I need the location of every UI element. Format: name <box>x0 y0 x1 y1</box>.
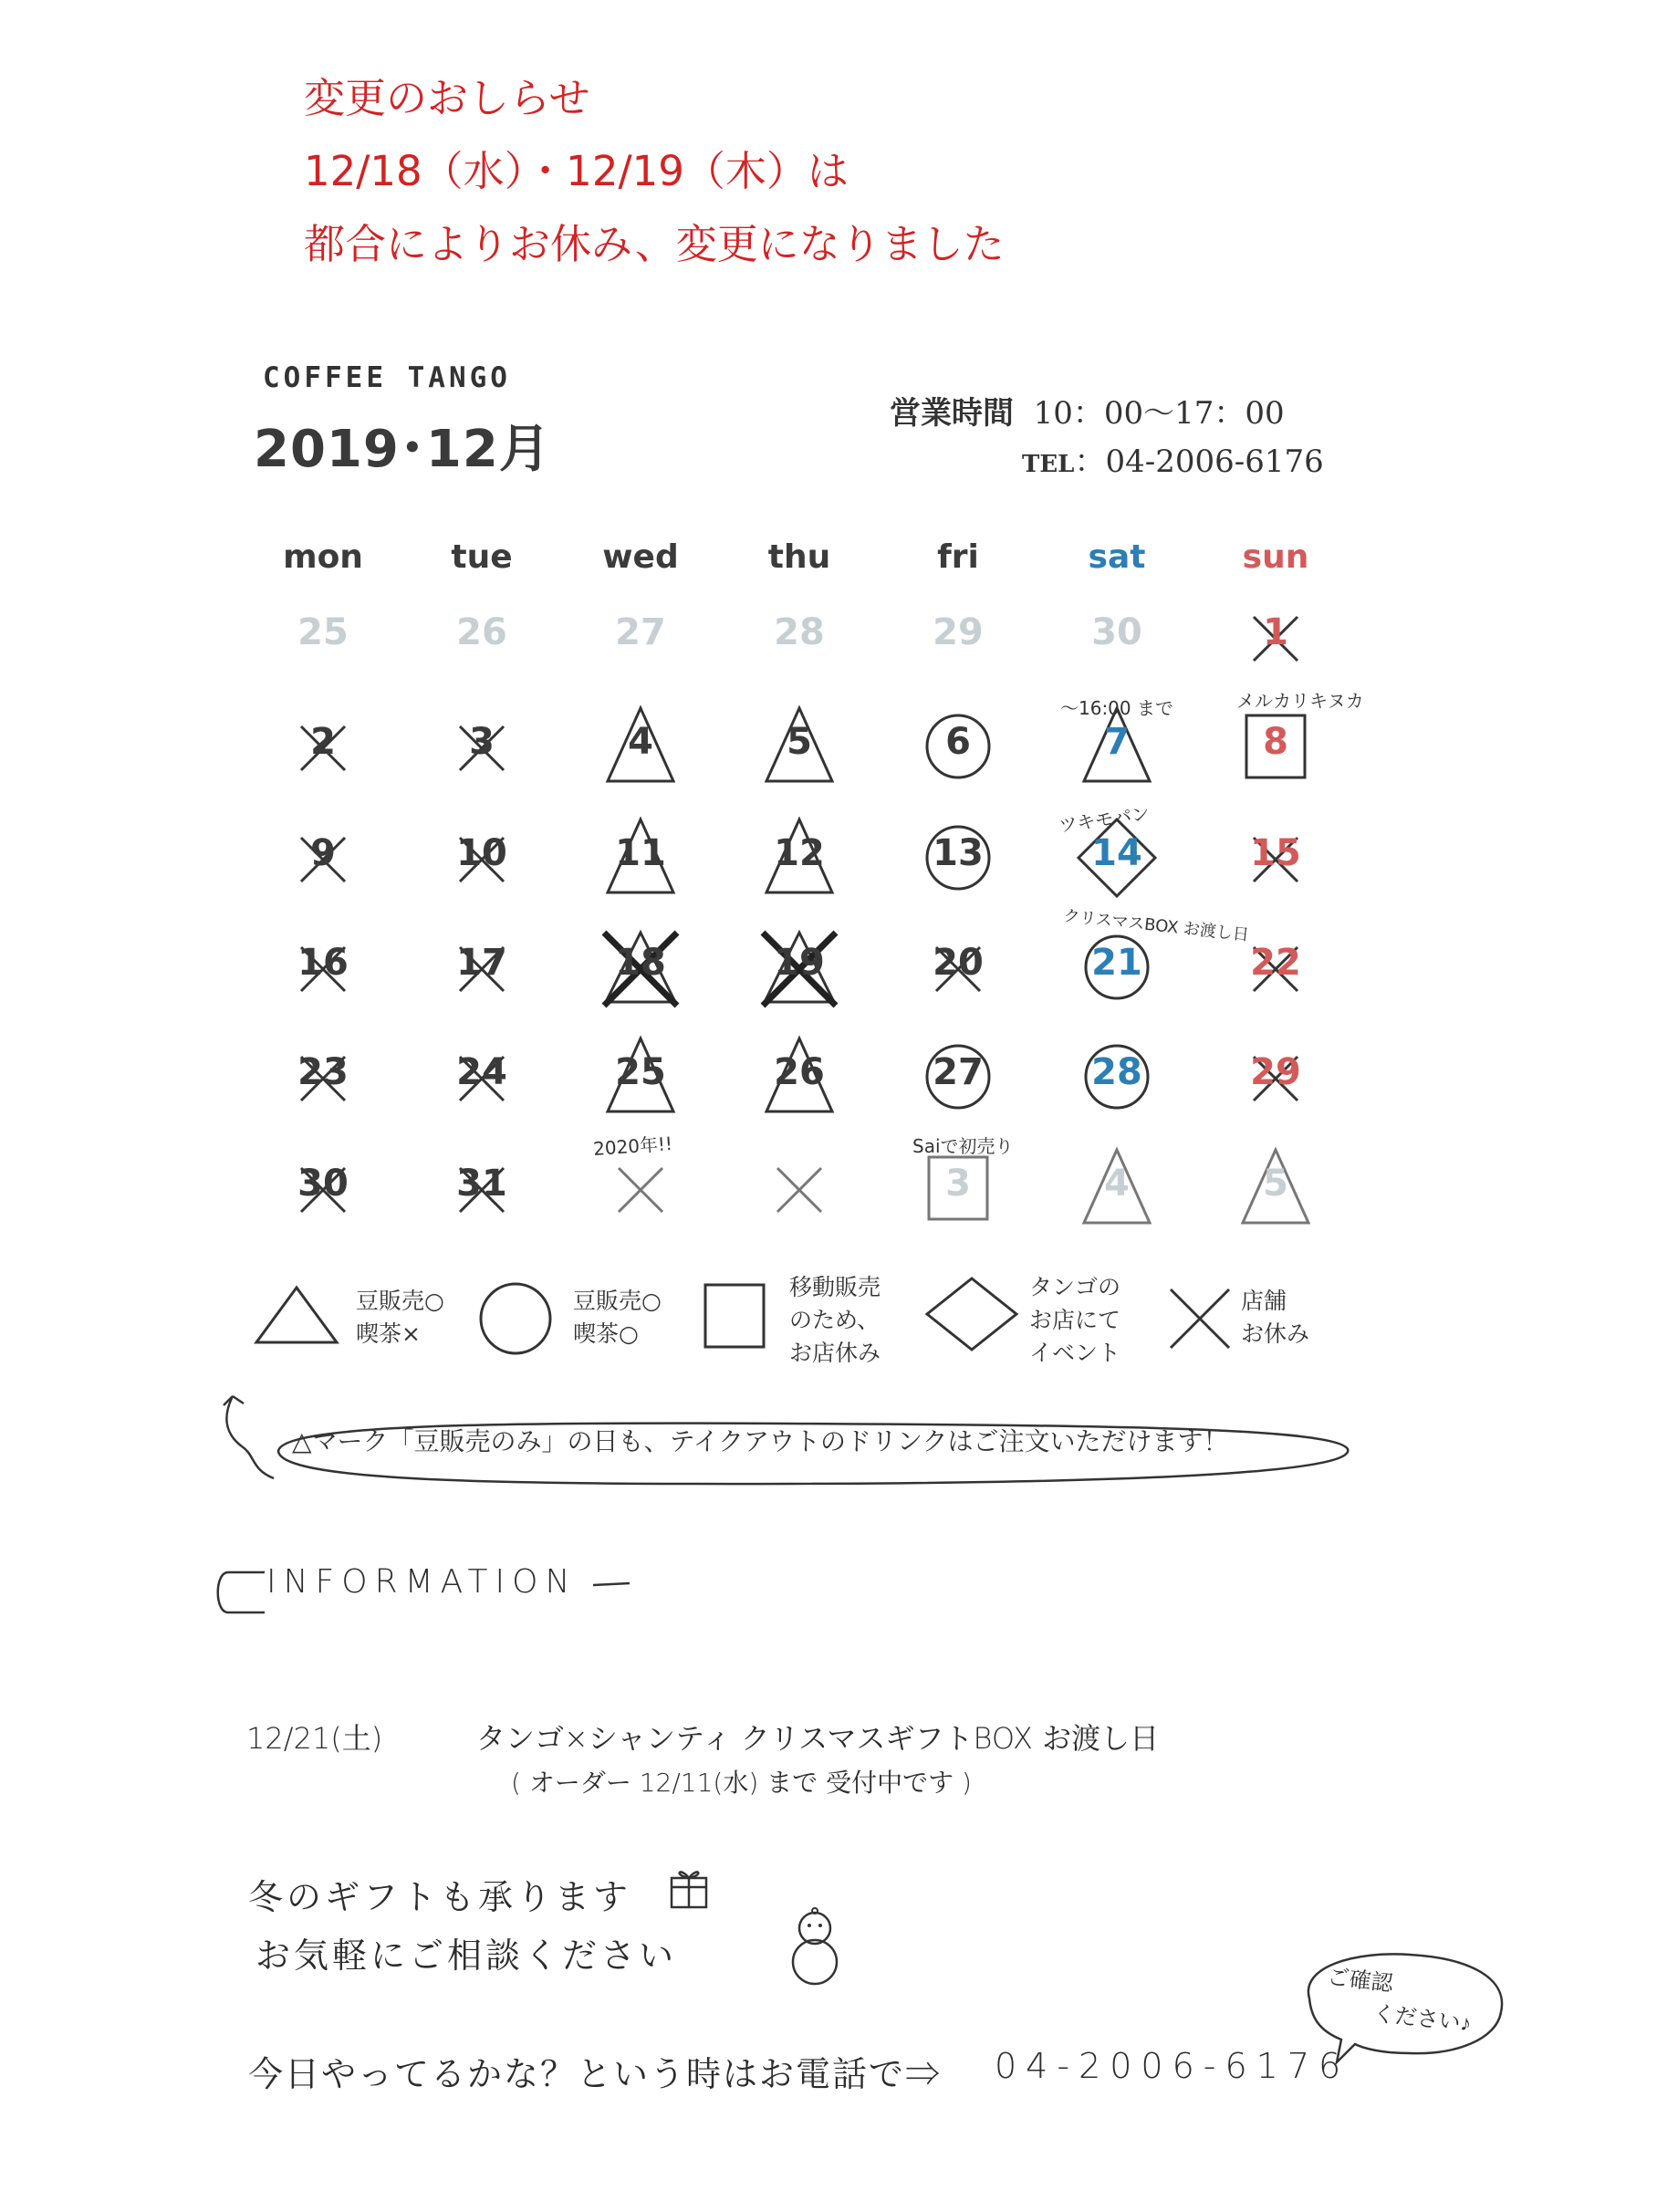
day-number: 27 <box>933 1051 984 1093</box>
day-number: 22 <box>1250 942 1301 984</box>
day-number: 14 <box>1091 832 1142 874</box>
notice-title: 変更のおしらせ <box>304 74 590 122</box>
legend-diamond-line2: お店にて <box>1029 1307 1121 1333</box>
day-number: 2 <box>310 721 336 763</box>
weekday-tue: tue <box>451 538 513 576</box>
day-number: 15 <box>1250 832 1301 874</box>
information-title: INFORMATION <box>266 1563 578 1601</box>
annotation-sun-8: メルカリキヌカ <box>1236 690 1364 712</box>
cross-mark-icon <box>726 1143 872 1234</box>
day-cell <box>726 922 872 1013</box>
day-cell <box>726 591 872 683</box>
bubble-line1: ご確認 <box>1326 1964 1395 1997</box>
day-number: 30 <box>1091 611 1142 653</box>
day-number: 17 <box>456 942 507 984</box>
day-cell <box>885 591 1031 683</box>
day-cell <box>885 701 1031 792</box>
weekday-wed: wed <box>602 538 679 576</box>
info-phone-line: 今日やってるかな？という時はお電話で⇒ <box>248 2054 943 2094</box>
day-number: 29 <box>933 611 984 653</box>
day-number: 3 <box>469 721 495 763</box>
hours-label: 営業時間 <box>890 395 1014 432</box>
day-cell <box>726 1031 872 1122</box>
day-cell <box>1203 812 1349 903</box>
info-consult: お気軽にご相談ください <box>255 1936 678 1976</box>
day-cell <box>1044 1031 1190 1122</box>
day-number: 4 <box>628 721 653 763</box>
info-order: ( オーダー 12/11(水) まで 受付中です ) <box>511 1768 972 1798</box>
day-number: 27 <box>615 611 666 653</box>
gift-icon <box>666 1862 712 1912</box>
day-number: 24 <box>456 1051 507 1093</box>
day-cell <box>568 812 714 903</box>
callout-text: △マーク「豆販売のみ」の日も、テイクアウトのドリンクはご注文いただけます！ <box>292 1426 1229 1456</box>
day-cell <box>885 1031 1031 1122</box>
day-number: 12 <box>774 832 825 874</box>
day-number: 4 <box>1104 1163 1130 1205</box>
day-number: 19 <box>774 942 825 984</box>
weekday-sun: sun <box>1242 538 1309 576</box>
weekday-thu: thu <box>767 538 831 576</box>
day-number: 28 <box>1091 1051 1142 1093</box>
notice-dates: 12/18（水）・12/19（木）は <box>304 147 849 195</box>
bubble-line2: ください♪ <box>1371 2000 1473 2037</box>
day-cell <box>409 922 555 1013</box>
tel-label: TEL <box>1022 451 1075 478</box>
annotation-sat-7: 〜16:00 まで <box>1060 697 1173 719</box>
day-number: 26 <box>456 611 507 653</box>
hours-value: 10：00〜17：00 <box>1033 395 1285 432</box>
weekday-mon: mon <box>283 538 363 576</box>
day-cell <box>409 812 555 903</box>
day-cell <box>250 701 396 792</box>
day-cell <box>1203 1143 1349 1234</box>
day-number: 5 <box>1263 1163 1288 1205</box>
legend-circle-line2: 喫茶○ <box>573 1320 639 1347</box>
day-cell <box>568 1031 714 1122</box>
day-number: 25 <box>297 611 349 653</box>
legend-cross-line2: お休み <box>1241 1320 1310 1347</box>
calendar-month-title: 2019･12月 <box>254 420 551 479</box>
day-cell <box>568 701 714 792</box>
info-date: 12/21(土) <box>246 1721 383 1756</box>
change-notice <box>304 62 1005 281</box>
annotation-new-year: 2020年!! <box>592 1132 673 1160</box>
day-cell <box>1203 591 1349 683</box>
business-hours <box>890 388 1285 433</box>
day-cell <box>409 701 555 792</box>
day-cell <box>726 812 872 903</box>
day-cell <box>1203 701 1349 792</box>
legend-cross-line1: 店舗 <box>1241 1288 1287 1314</box>
day-number: 31 <box>456 1163 507 1205</box>
legend-diamond-line1: タンゴの <box>1029 1274 1121 1300</box>
curved-arrow-icon <box>224 1396 244 1446</box>
day-number: 1 <box>1263 611 1288 653</box>
day-cell <box>409 591 555 683</box>
day-cell <box>1044 591 1190 683</box>
info-phone: 04-2006-6176 <box>995 2046 1350 2086</box>
day-number: 6 <box>945 721 971 763</box>
day-number: 23 <box>297 1051 349 1093</box>
weekday-fri: fri <box>937 538 979 576</box>
day-cell <box>250 1031 396 1122</box>
shop-name: COFFEE TANGO <box>263 361 511 394</box>
day-number: 29 <box>1250 1051 1301 1093</box>
legend-square-line1: 移動販売 <box>789 1274 881 1300</box>
legend-circle-line1: 豆販売○ <box>573 1288 662 1314</box>
telephone <box>1022 436 1324 481</box>
day-number: 11 <box>615 832 666 874</box>
day-number: 18 <box>615 942 666 984</box>
day-number: 20 <box>933 942 984 984</box>
day-number: 26 <box>774 1051 825 1093</box>
snowman-icon <box>783 1903 847 1989</box>
legend-square-line2: のため、 <box>789 1307 881 1333</box>
day-number: 7 <box>1104 721 1130 763</box>
day-number: 21 <box>1091 942 1142 984</box>
day-cell <box>726 701 872 792</box>
day-number: 8 <box>1263 721 1288 763</box>
day-cell <box>1044 1143 1190 1234</box>
day-cell <box>1203 1031 1349 1122</box>
weekday-sat: sat <box>1088 538 1146 576</box>
legend-square-line3: お店休み <box>789 1340 881 1366</box>
day-number: 28 <box>774 611 825 653</box>
day-number: 25 <box>615 1051 666 1093</box>
legend-diamond-line3: イベント <box>1029 1340 1121 1366</box>
day-number: 30 <box>297 1163 349 1205</box>
callout-bubble <box>205 1341 1373 1497</box>
day-cell <box>250 1143 396 1234</box>
day-number: 16 <box>297 942 349 984</box>
day-cell <box>250 591 396 683</box>
day-number: 3 <box>945 1163 971 1205</box>
day-cell <box>726 1143 872 1234</box>
day-cell <box>568 591 714 683</box>
annotation-sat-21: クリスマスBOX お渡し日 <box>1062 906 1250 945</box>
tel-value: ：04-2006-6176 <box>1074 443 1324 480</box>
info-gift: 冬のギフトも承ります <box>248 1877 632 1917</box>
triangle-icon <box>251 1282 342 1348</box>
day-number: 5 <box>787 721 812 763</box>
annotation-sat-14: ツキモパン <box>1058 802 1152 837</box>
legend-triangle-line2: 喫茶× <box>356 1320 421 1347</box>
annotation-fri-3: Saiで初売り <box>912 1135 1014 1157</box>
day-cell <box>409 1143 555 1234</box>
day-cell <box>885 922 1031 1013</box>
day-cell <box>409 1031 555 1122</box>
day-cell <box>250 812 396 903</box>
day-number: 13 <box>933 832 984 874</box>
info-event: タンゴ×シャンティ クリスマスギフトBOX お渡し日 <box>476 1721 1160 1756</box>
day-cell <box>885 812 1031 903</box>
legend-triangle-line1: 豆販売○ <box>356 1288 444 1314</box>
day-number: 9 <box>310 832 336 874</box>
day-cell <box>250 922 396 1013</box>
notice-message: 都合によりお休み、変更になりました <box>304 220 1005 268</box>
day-number: 10 <box>456 832 507 874</box>
day-cell <box>568 922 714 1013</box>
